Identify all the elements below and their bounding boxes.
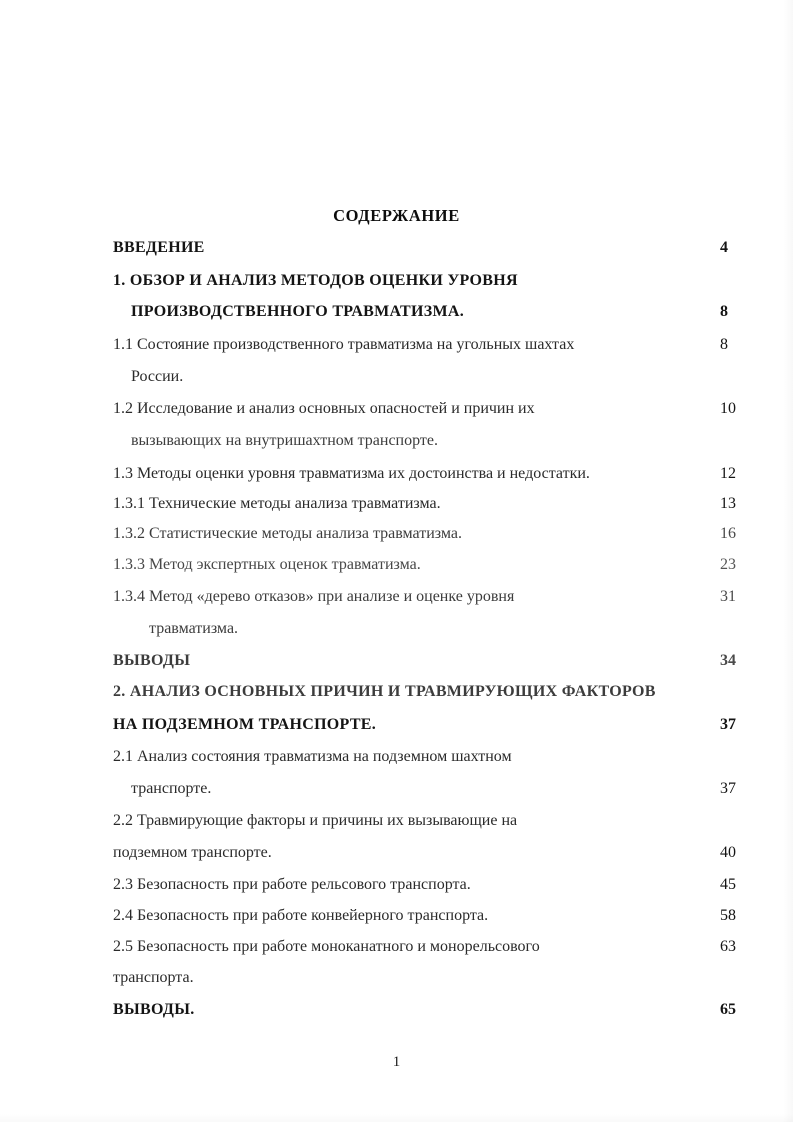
toc-entry[interactable] [113, 459, 753, 489]
toc-entry[interactable] [113, 774, 753, 804]
toc-entry-label: 2.1 Анализ состояния травматизма на подземном шахтном [113, 748, 512, 765]
toc-entry-page-number: 40 [720, 844, 736, 861]
page-title: СОДЕРЖАНИЕ [333, 206, 460, 225]
toc-entry-label: 2. АНАЛИЗ ОСНОВНЫХ ПРИЧИН И ТРАВМИРУЮЩИХ ФАКТОРОВ [113, 683, 656, 700]
toc-entry[interactable] [113, 901, 753, 931]
toc-entry-label: 2.4 Безопасность при работе конвейерного транспорта. [113, 907, 489, 924]
toc-entry-label: транспорта. [113, 969, 194, 986]
toc-entry-page-number: 63 [720, 938, 736, 955]
toc-entry-label: 1.3.4 Метод «дерево отказов» при анализе и оценке уровня [113, 588, 515, 605]
toc-entry[interactable] [113, 519, 753, 549]
toc-entry-label: травматизма. [149, 620, 239, 637]
toc-entry[interactable] [113, 297, 753, 327]
toc-entry-page-number: 4 [720, 239, 728, 256]
toc-entry-page-number: 45 [720, 876, 736, 893]
toc-entry[interactable] [113, 426, 753, 456]
scan-edge-bottom [0, 1114, 793, 1122]
toc-entry-label: 1.1 Состояние производственного травматизма на угольных шахтах [113, 336, 575, 353]
toc-entry-label: 1.3.3 Метод экспертных оценок травматизма. [113, 556, 421, 573]
page-folio-number: 1 [392, 1054, 401, 1070]
toc-entry[interactable] [113, 582, 753, 612]
toc-entry-page-number: 37 [720, 780, 736, 797]
toc-entry[interactable] [113, 362, 753, 392]
toc-entry-label: 1.3 Методы оценки уровня травматизма их достоинства и недостатки. [113, 465, 590, 482]
toc-entry[interactable] [113, 806, 753, 836]
toc-entry[interactable] [113, 870, 753, 900]
toc-entry[interactable] [113, 550, 753, 580]
toc-entry[interactable] [113, 932, 753, 962]
toc-entry[interactable] [113, 614, 753, 644]
toc-entry-label: ПРОИЗВОДСТВЕННОГО ТРАВМАТИЗМА. [131, 303, 465, 320]
toc-entry-page-number: 34 [720, 652, 736, 669]
toc-entry-page-number: 13 [720, 495, 736, 512]
toc-entry[interactable] [113, 266, 753, 296]
toc-entry[interactable] [113, 330, 753, 360]
toc-entry-page-number: 10 [720, 400, 736, 417]
toc-entry-label: России. [131, 368, 184, 385]
toc-entry-page-number: 12 [720, 465, 736, 482]
toc-entry[interactable] [113, 489, 753, 519]
toc-entry-label: вызывающих на внутришахтном транспорте. [131, 432, 438, 449]
toc-entry-label: 1.2 Исследование и анализ основных опасностей и причин их [113, 400, 535, 417]
toc-entry-page-number: 16 [720, 525, 736, 542]
toc-entry-page-number: 8 [720, 303, 728, 320]
toc-entry[interactable] [113, 963, 753, 993]
toc-entry[interactable] [113, 677, 753, 707]
toc-entry-page-number: 37 [720, 716, 736, 733]
toc-entry-page-number: 23 [720, 556, 736, 573]
toc-entry[interactable] [113, 394, 753, 424]
toc-entry-label: ВЫВОДЫ. [113, 1001, 195, 1018]
toc-entry-label: 1.3.1 Технические методы анализа травматизма. [113, 495, 441, 512]
toc-entry-label: подземном транспорте. [113, 844, 272, 861]
toc-entry-label: ВЫВОДЫ [113, 652, 191, 669]
toc-entry-page-number: 8 [720, 336, 728, 353]
toc-entry-label: 1.3.2 Статистические методы анализа травматизма. [113, 525, 462, 542]
toc-entry[interactable] [113, 710, 753, 740]
toc-entry-label: 2.2 Травмирующие факторы и причины их вызывающие на [113, 812, 518, 829]
toc-entry[interactable] [113, 233, 753, 263]
toc-entry-label: НА ПОДЗЕМНОМ ТРАНСПОРТЕ. [113, 716, 377, 733]
toc-entry-page-number: 58 [720, 907, 736, 924]
toc-entry-label: ВВЕДЕНИЕ [113, 239, 205, 256]
toc-entry-page-number: 65 [720, 1001, 736, 1018]
toc-entry-label: 2.3 Безопасность при работе рельсового транспорта. [113, 876, 471, 893]
toc-entry[interactable] [113, 838, 753, 868]
toc-entry-label: 1. ОБЗОР И АНАЛИЗ МЕТОДОВ ОЦЕНКИ УРОВНЯ [113, 272, 518, 289]
toc-entry-label: 2.5 Безопасность при работе моноканатного и монорельсового [113, 938, 540, 955]
toc-entry-label: транспорте. [131, 780, 212, 797]
toc-entry[interactable] [113, 646, 753, 676]
toc-entry[interactable] [113, 995, 753, 1025]
toc-entry-list [113, 233, 753, 1033]
toc-entry-page-number: 31 [720, 588, 736, 605]
toc-entry[interactable] [113, 742, 753, 772]
